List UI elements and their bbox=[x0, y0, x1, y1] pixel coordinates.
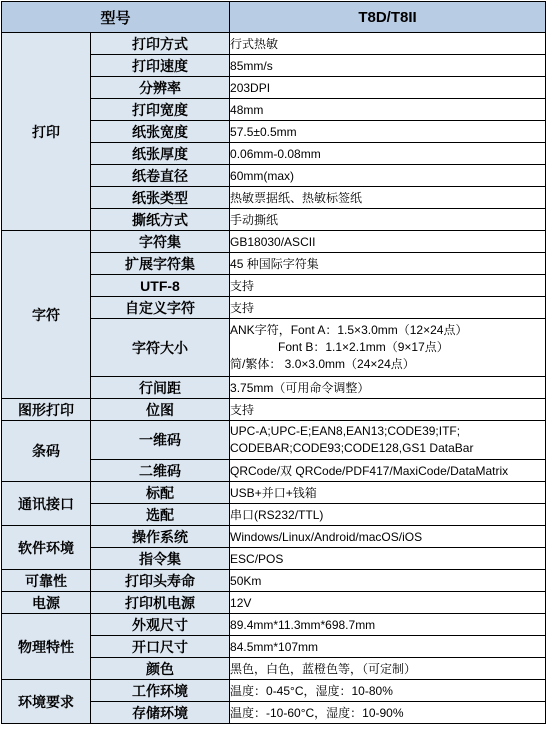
model-value: T8D/T8II bbox=[230, 2, 546, 33]
table-row bbox=[2, 680, 546, 702]
category-reliability: 可靠性 bbox=[2, 570, 91, 592]
value-line: UPC-A;UPC-E;EAN8,EAN13;CODE39;ITF; bbox=[230, 424, 461, 438]
item-value: 串口(RS232/TTL) bbox=[230, 504, 546, 526]
category-environment: 环境要求 bbox=[2, 680, 91, 724]
item-label: 撕纸方式 bbox=[91, 209, 230, 231]
category-graphic: 图形打印 bbox=[2, 399, 91, 421]
item-value: 温度：0-45°C，湿度：10-80% bbox=[230, 680, 546, 702]
category-print: 打印 bbox=[2, 33, 91, 231]
category-interface: 通讯接口 bbox=[2, 482, 91, 526]
item-value: 支持 bbox=[230, 399, 546, 421]
item-label: 指令集 bbox=[91, 548, 230, 570]
item-label: 打印宽度 bbox=[91, 99, 230, 121]
item-label: 行间距 bbox=[91, 377, 230, 399]
item-value: USB+并口+钱箱 bbox=[230, 482, 546, 504]
category-barcode: 条码 bbox=[2, 421, 91, 482]
item-label: 位图 bbox=[91, 399, 230, 421]
item-label: 操作系统 bbox=[91, 526, 230, 548]
item-label: 打印机电源 bbox=[91, 592, 230, 614]
item-value: 支持 bbox=[230, 275, 546, 297]
table-row bbox=[2, 399, 546, 421]
item-value: Windows/Linux/Android/macOS/iOS bbox=[230, 526, 546, 548]
item-label: 字符大小 bbox=[91, 319, 230, 377]
item-label: 外观尺寸 bbox=[91, 614, 230, 636]
item-value: 84.5mm*107mm bbox=[230, 636, 546, 658]
item-value bbox=[230, 421, 546, 460]
model-label: 型号 bbox=[2, 2, 230, 33]
item-label: 标配 bbox=[91, 482, 230, 504]
table-row bbox=[2, 592, 546, 614]
item-value: 黑色，白色，蓝橙色等，（可定制） bbox=[230, 658, 546, 680]
item-value: 温度：-10-60°C，湿度：10-90% bbox=[230, 702, 546, 724]
item-value: 57.5±0.5mm bbox=[230, 121, 546, 143]
item-value: 60mm(max) bbox=[230, 165, 546, 187]
category-chars: 字符 bbox=[2, 231, 91, 399]
value-line: CODEBAR;CODE93;CODE128,GS1 DataBar bbox=[230, 441, 474, 455]
item-value bbox=[230, 319, 546, 377]
item-value: 3.75mm（可用命令调整） bbox=[230, 377, 546, 399]
item-label: 二维码 bbox=[91, 460, 230, 482]
item-value: 48mm bbox=[230, 99, 546, 121]
item-value: 203DPI bbox=[230, 77, 546, 99]
item-value: ESC/POS bbox=[230, 548, 546, 570]
value-line: ANK字符，Font A：1.5×3.0mm（12×24点） bbox=[230, 323, 468, 337]
category-physical: 物理特性 bbox=[2, 614, 91, 680]
value-line: Font B：1.1×2.1mm（9×17点） bbox=[278, 340, 449, 354]
table-row bbox=[2, 614, 546, 636]
item-label: 扩展字符集 bbox=[91, 253, 230, 275]
category-software: 软件环境 bbox=[2, 526, 91, 570]
item-value: 45 种国际字符集 bbox=[230, 253, 546, 275]
item-value: 行式热敏 bbox=[230, 33, 546, 55]
item-label: 纸张类型 bbox=[91, 187, 230, 209]
table-row bbox=[2, 231, 546, 253]
table-row bbox=[2, 526, 546, 548]
item-value: 85mm/s bbox=[230, 55, 546, 77]
item-label: 打印方式 bbox=[91, 33, 230, 55]
item-label: 工作环境 bbox=[91, 680, 230, 702]
item-value: 支持 bbox=[230, 297, 546, 319]
item-label: 字符集 bbox=[91, 231, 230, 253]
item-label: 一维码 bbox=[91, 421, 230, 460]
item-value: 89.4mm*11.3mm*698.7mm bbox=[230, 614, 546, 636]
item-value: 手动撕纸 bbox=[230, 209, 546, 231]
item-value: 热敏票据纸、热敏标签纸 bbox=[230, 187, 546, 209]
value-line: 简/繁体： 3.0×3.0mm（24×24点） bbox=[230, 357, 415, 371]
item-value: GB18030/ASCII bbox=[230, 231, 546, 253]
item-label: 选配 bbox=[91, 504, 230, 526]
item-value: QRCode/双 QRCode/PDF417/MaxiCode/DataMatrix bbox=[230, 460, 546, 482]
table-row bbox=[2, 570, 546, 592]
item-label: UTF-8 bbox=[91, 275, 230, 297]
item-label: 分辨率 bbox=[91, 77, 230, 99]
item-label: 纸张宽度 bbox=[91, 121, 230, 143]
table-row bbox=[2, 33, 546, 55]
item-label: 开口尺寸 bbox=[91, 636, 230, 658]
item-value: 12V bbox=[230, 592, 546, 614]
item-label: 颜色 bbox=[91, 658, 230, 680]
item-label: 打印头寿命 bbox=[91, 570, 230, 592]
table-row bbox=[2, 421, 546, 460]
header-row bbox=[2, 2, 546, 33]
category-power: 电源 bbox=[2, 592, 91, 614]
table-row bbox=[2, 482, 546, 504]
spec-table bbox=[1, 1, 546, 724]
item-value: 0.06mm-0.08mm bbox=[230, 143, 546, 165]
item-label: 自定义字符 bbox=[91, 297, 230, 319]
item-value: 50Km bbox=[230, 570, 546, 592]
item-label: 纸张厚度 bbox=[91, 143, 230, 165]
item-label: 存储环境 bbox=[91, 702, 230, 724]
item-label: 打印速度 bbox=[91, 55, 230, 77]
item-label: 纸卷直径 bbox=[91, 165, 230, 187]
